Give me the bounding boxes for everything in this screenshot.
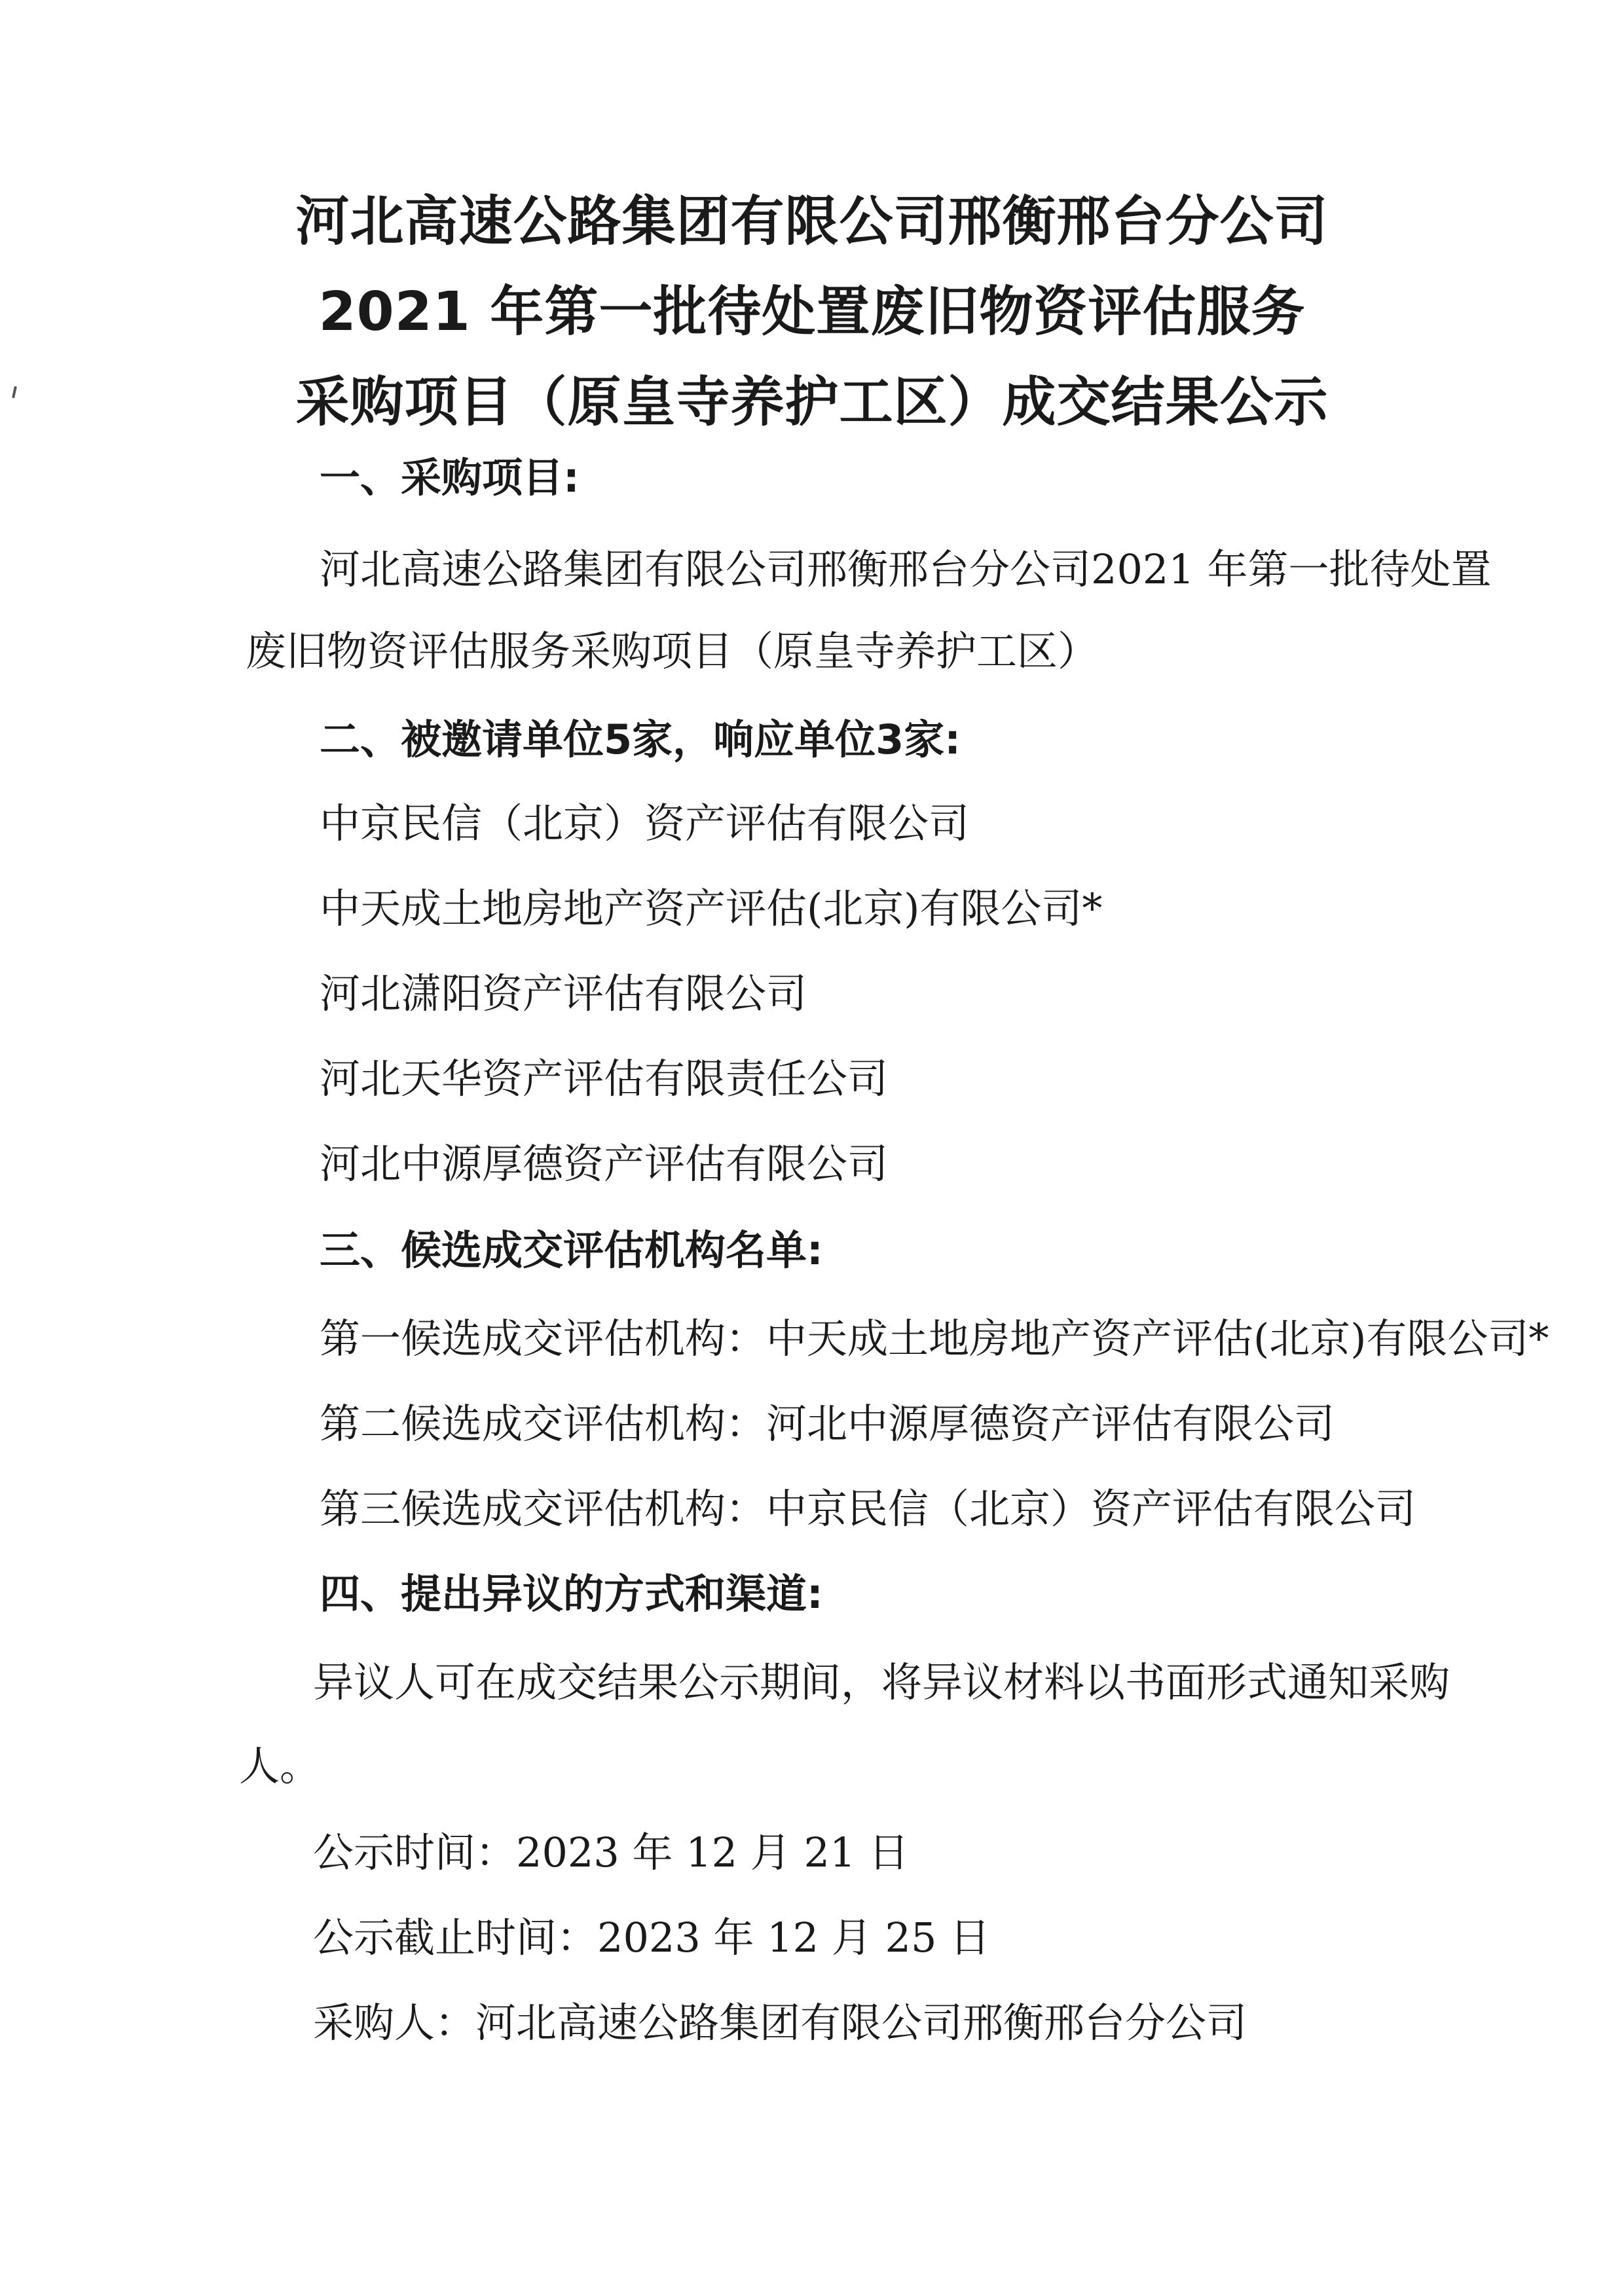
publish-time: 公示时间：2023 年 12 月 21 日	[313, 1829, 910, 1876]
invited-company-1: 中京民信（北京）资产评估有限公司	[320, 799, 970, 847]
candidate-2: 第二候选成交评估机构：河北中源厚德资产评估有限公司	[320, 1400, 1335, 1448]
section4-text-line2: 人。	[239, 1742, 321, 1790]
invited-company-4: 河北天华资产评估有限责任公司	[320, 1055, 889, 1102]
purchaser: 采购人：河北高速公路集团有限公司邢衡邢台分公司	[313, 1999, 1247, 2047]
title-line-2: 2021 年第一批待处置废旧物资评估服务	[318, 281, 1306, 343]
invited-company-3: 河北潇阳资产评估有限公司	[320, 970, 807, 1017]
publish-deadline: 公示截止时间：2023 年 12 月 25 日	[313, 1914, 991, 1961]
section1-text-line1: 河北高速公路集团有限公司邢衡邢台分公司2021 年第一批待处置	[320, 545, 1492, 593]
invited-company-2: 中天成土地房地产资产评估(北京)有限公司*	[320, 884, 1103, 932]
section2-heading: 二、被邀请单位5家，响应单位3家:	[320, 716, 961, 763]
title-line-1: 河北高速公路集团有限公司邢衡邢台分公司	[295, 191, 1329, 253]
candidate-1: 第一候选成交评估机构：中天成土地房地产资产评估(北京)有限公司*	[320, 1315, 1549, 1362]
title-line-3: 采购项目（原皇寺养护工区）成交结果公示	[295, 371, 1329, 433]
section4-heading: 四、提出异议的方式和渠道:	[320, 1570, 823, 1618]
section3-heading: 三、候选成交评估机构名单:	[320, 1226, 823, 1274]
section4-text-line1: 异议人可在成交结果公示期间，将异议材料以书面形式通知采购	[313, 1658, 1450, 1706]
section1-heading: 一、采购项目:	[320, 454, 580, 501]
candidate-3: 第三候选成交评估机构：中京民信（北京）资产评估有限公司	[320, 1485, 1416, 1533]
document-title	[0, 177, 1624, 448]
section1-text-line2: 废旧物资评估服务采购项目（原皇寺养护工区）	[246, 627, 1099, 675]
invited-company-5: 河北中源厚德资产评估有限公司	[320, 1140, 889, 1188]
